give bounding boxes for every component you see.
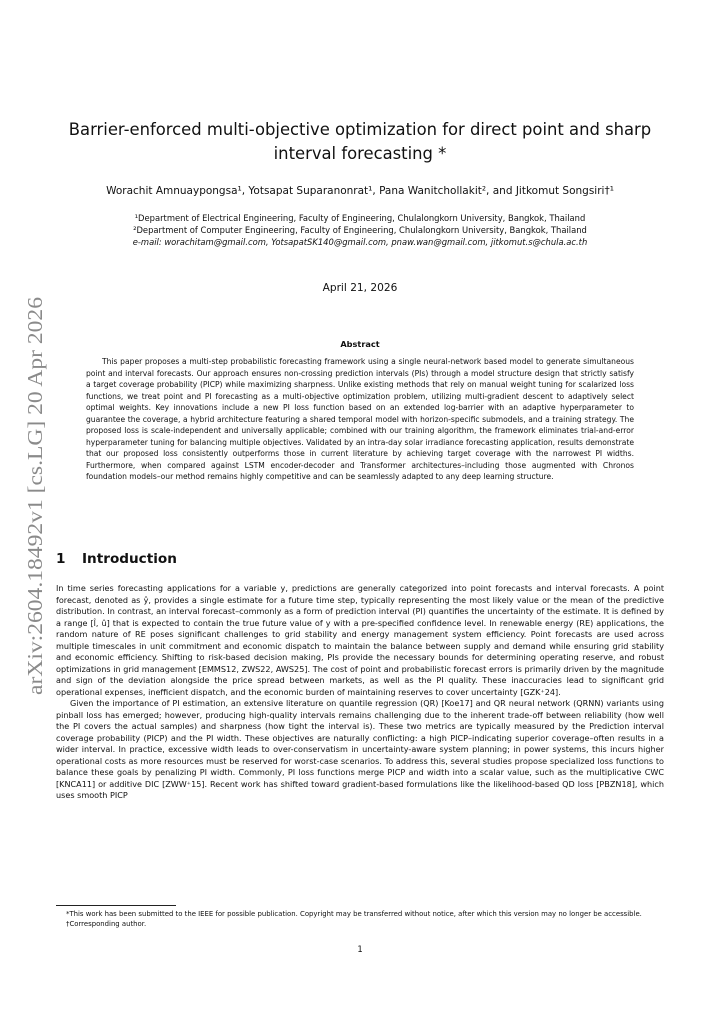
paper-title <box>60 118 660 166</box>
publication-date: April 21, 2026 <box>322 282 398 294</box>
footnote-1: *This work has been submitted to the IEEE for possible publication. Copyright may be transferred without notice, after which this version may no longer be accessible. <box>66 910 642 918</box>
affiliation-1: ¹Department of Electrical Engineering, Faculty of Engineering, Chulalongkorn University, Bangkok, Thailand <box>134 213 586 223</box>
section-heading <box>56 551 177 567</box>
affiliations <box>60 212 660 248</box>
abstract-heading: Abstract <box>340 339 380 349</box>
email-list: e-mail: worachitam@gmail.com, YotsapatSK140@gmail.com, pnaw.wan@gmail.com, jitkomut.s@chula.ac.th <box>132 237 588 247</box>
footnote-2: †Corresponding author. <box>66 919 147 928</box>
footnotes <box>56 910 664 929</box>
author-list: Worachit Amnuaypongsa¹, Yotsapat Suparanonrat¹, Pana Wanitchollakit², and Jitkomut Songsiri†¹ <box>106 185 614 197</box>
page-number: 1 <box>357 944 363 954</box>
section-title: Introduction <box>82 551 177 567</box>
title-line-2: interval forecasting * <box>273 144 447 163</box>
arxiv-sidebar-stamp <box>8 295 60 695</box>
title-line-1: Barrier-enforced multi-objective optimization for direct point and sharp <box>68 120 652 139</box>
paragraph-1: In time series forecasting applications for a variable y, predictions are generally categorized into point forecasts and interval forecasts. A point forecast, denoted as ŷ, provides a single estimate for a future time step, typically representing the most likely value or the mean of the predictive distribution. In contrast, an interval forecast–commonly as a form of prediction interval (PI) quantifies the uncertainty of the estimate. It is defined by a range [l̂, û] that is expected to contain the true future value of y with a pre-specified confidence level. In renewable energy (RE) applications, the random nature of RE poses significant challenges to grid stability and energy management system efficiency. Point forecasts are used across multiple timescales in unit commitment and economic dispatch to maintain the balance between supply and demand while ensuring grid stability and economic efficiency. Shifting to risk-based decision making, PIs provide the necessary bounds for determining operating reserve, and robust optimizations in grid management [EMMS12, ZWS22, AWS25]. The cost of point and probabilistic forecast errors is primarily driven by the magnitude and sign of the deviation alongside the price spread between markets, as well as the PI quality. These inaccuracies lead to significant grid operational expenses, inefficient dispatch, and the economic burden of maintaining reserves to cover uncertainty [GZK⁺24]. <box>56 583 664 697</box>
section-body <box>56 583 664 802</box>
abstract-text: This paper proposes a multi-step probabilistic forecasting framework using a single neural-network based model to generate simultaneous point and interval forecasts. Our approach ensures non-crossing prediction intervals (PIs) through a model structure design that strictly satisfy a target coverage probability (PICP) while maximizing sharpness. Unlike existing methods that rely on manual weight tuning for scalarized loss functions, we treat point and PI forecasting as a multi-objective optimization problem, utilizing multi-gradient descent to adaptively select optimal weights. Key innovations include a new PI loss function based on an extended log-barrier with an adaptive hyperparameter to guarantee the coverage, a hybrid architecture featuring a shared temporal model with horizon-specific submodels, and a training strategy. The proposed loss is scale-independent and universally applicable; combined with our training algorithm, the framework eliminates trial-and-error hyperparameter tuning for balancing multiple objectives. Validated by an intra-day solar irradiance forecasting application, results demonstrate that our proposed loss consistently outperforms those in current literature by achieving target coverage with the narrowest PI widths. Furthermore, when compared against LSTM encoder-decoder and Transformer architectures–including those augmented with Chronos foundation models–our method remains highly competitive and can be seamlessly adapted to any deep learning structure. <box>86 357 634 481</box>
footnote-rule <box>56 905 176 906</box>
arxiv-id: arXiv:2604.18492v1 [cs.LG] 20 Apr 2026 <box>23 331 47 695</box>
paragraph-2: Given the importance of PI estimation, an extensive literature on quantile regression (QR) [Koe17] and QR neural network (QRNN) variants using pinball loss has emerged; however, producing high-quality intervals remains challenging due to the inherent trade-off between reliability (how well the PI covers the actual samples) and sharpness (how tight the interval is). These two metrics are typically measured by the Prediction interval coverage probability (PICP) and the PI width. These objectives are naturally conflicting: a high PICP–indicating superior coverage–often results in a wider interval. In practice, excessive width leads to over-conservatism in uncertainty-aware system planning; in power systems, this incurs higher operational costs as more resources must be reserved for worst-case scenarios. To address this, several studies propose specialized loss functions to balance these goals by penalizing PI width. Commonly, PI loss functions merge PICP and width into a scalar value, such as the multiplicative CWC [KNCA11] or additive DIC [ZWW⁺15]. Recent work has shifted toward gradient-based formulations like the likelihood-based QD loss [PBZN18], which uses smooth PICP <box>56 698 664 800</box>
section-number: 1 <box>56 551 66 567</box>
affiliation-2: ²Department of Computer Engineering, Faculty of Engineering, Chulalongkorn University, Bangkok, Thailand <box>133 225 587 235</box>
